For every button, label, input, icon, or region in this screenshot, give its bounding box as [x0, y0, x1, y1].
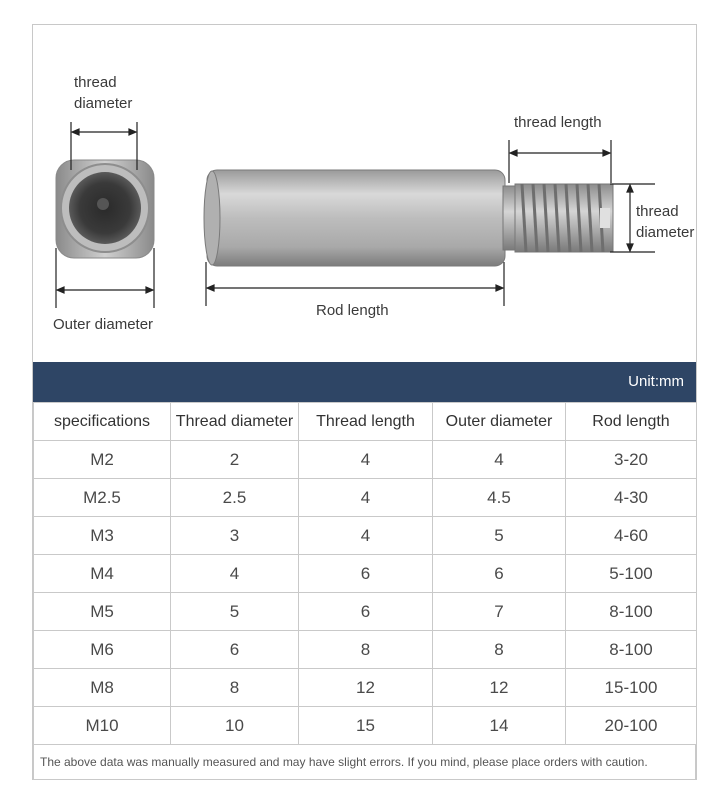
cell-thread-length: 12	[299, 669, 433, 707]
rod-thread-label-line2: diameter	[636, 224, 695, 241]
header-thread-length: Thread length	[299, 403, 433, 441]
outer-diameter-label: Outer diameter	[53, 316, 154, 333]
thread-length-label: thread length	[514, 114, 602, 131]
end-view-thread-label-line2: diameter	[74, 95, 133, 112]
cell-thread-diameter: 2.5	[171, 479, 299, 517]
header-rod-length: Rod length	[566, 403, 697, 441]
cell-thread-diameter: 8	[171, 669, 299, 707]
rod-side-view-icon	[204, 170, 613, 266]
end-view-thread-label-line1: thread	[74, 74, 117, 91]
specifications-table	[33, 402, 697, 745]
cell-thread-length: 4	[299, 441, 433, 479]
cell-outer-diameter: 8	[433, 631, 566, 669]
table-row	[34, 555, 697, 593]
header-specifications: specifications	[34, 403, 171, 441]
thread-length-dimension	[509, 140, 611, 183]
cell-spec: M10	[34, 707, 171, 745]
cell-rod-length: 3-20	[566, 441, 697, 479]
table-row	[34, 517, 697, 555]
cell-rod-length: 15-100	[566, 669, 697, 707]
table-header-row	[34, 403, 697, 441]
cell-outer-diameter: 4.5	[433, 479, 566, 517]
rod-thread-label-line1: thread	[636, 203, 679, 220]
cell-outer-diameter: 5	[433, 517, 566, 555]
table-row	[34, 441, 697, 479]
cell-spec: M8	[34, 669, 171, 707]
disclaimer-note: The above data was manually measured and may have slight errors. If you mind, please place orders with caution.	[33, 744, 696, 780]
cell-thread-diameter: 10	[171, 707, 299, 745]
cell-spec: M3	[34, 517, 171, 555]
cell-thread-diameter: 4	[171, 555, 299, 593]
cell-outer-diameter: 4	[433, 441, 566, 479]
cell-outer-diameter: 7	[433, 593, 566, 631]
cell-thread-length: 4	[299, 479, 433, 517]
cell-outer-diameter: 6	[433, 555, 566, 593]
unit-banner	[33, 362, 696, 402]
cell-thread-length: 6	[299, 555, 433, 593]
cell-thread-diameter: 6	[171, 631, 299, 669]
cell-rod-length: 8-100	[566, 631, 697, 669]
cell-rod-length: 5-100	[566, 555, 697, 593]
cell-thread-length: 6	[299, 593, 433, 631]
cell-rod-length: 4-30	[566, 479, 697, 517]
table-row	[34, 631, 697, 669]
cell-thread-diameter: 2	[171, 441, 299, 479]
cell-thread-diameter: 3	[171, 517, 299, 555]
table-row	[34, 669, 697, 707]
cell-spec: M2.5	[34, 479, 171, 517]
cell-outer-diameter: 12	[433, 669, 566, 707]
cell-spec: M4	[34, 555, 171, 593]
cell-rod-length: 8-100	[566, 593, 697, 631]
cell-rod-length: 20-100	[566, 707, 697, 745]
cell-thread-length: 4	[299, 517, 433, 555]
header-thread-diameter: Thread diameter	[171, 403, 299, 441]
end-view-icon	[56, 160, 154, 258]
cell-spec: M5	[34, 593, 171, 631]
cell-spec: M2	[34, 441, 171, 479]
unit-label: Unit:mm	[628, 373, 684, 390]
table-row	[34, 593, 697, 631]
table-row	[34, 707, 697, 745]
cell-spec: M6	[34, 631, 171, 669]
header-outer-diameter: Outer diameter	[433, 403, 566, 441]
cell-outer-diameter: 14	[433, 707, 566, 745]
table-row	[34, 479, 697, 517]
rod-length-label: Rod length	[316, 302, 389, 319]
cell-thread-length: 8	[299, 631, 433, 669]
cell-thread-diameter: 5	[171, 593, 299, 631]
cell-thread-length: 15	[299, 707, 433, 745]
cell-rod-length: 4-60	[566, 517, 697, 555]
